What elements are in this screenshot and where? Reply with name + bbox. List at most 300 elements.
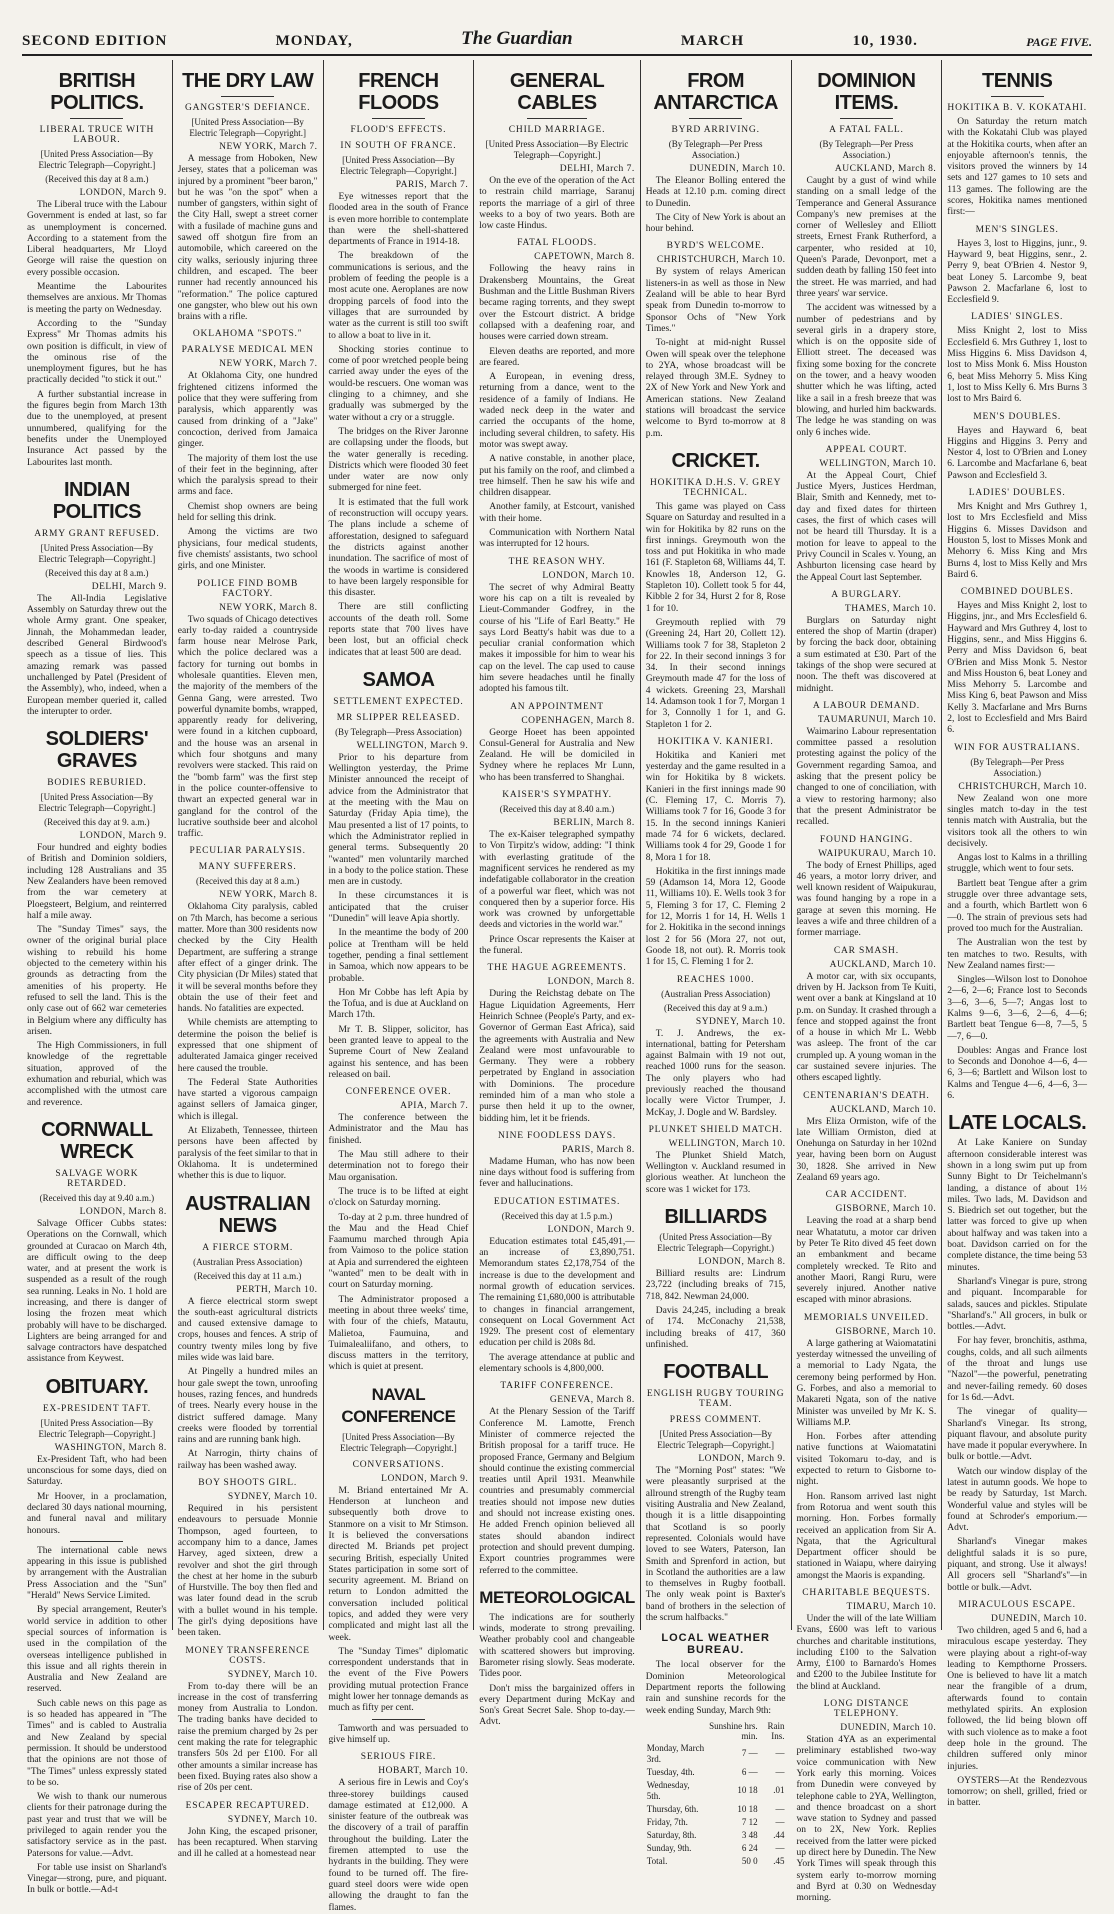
- paragraph: A European, in evening dress, returning from a dance, went to the residence of a family of Indians. He waded neck deep in the water and carried the occupants of the home, including several children, to safety. His motor was swept away.: [479, 372, 635, 450]
- dateline: TIMARU, March 10.: [846, 1601, 937, 1612]
- late-locals-heading: LATE LOCALS.: [948, 1112, 1087, 1135]
- paragraph: In these circumstances it is anticipated that the cruiser "Dunedin" will leave Apia shortly.: [328, 891, 469, 925]
- dateline: LONDON, March 8.: [79, 1206, 167, 1217]
- paragraph: The High Commissioners, in full knowledge of the regrettable situation, approved of the exhumation and reburial, which was accomplished with the utmost care and reverence.: [27, 1041, 167, 1108]
- cornwall-wreck-heading: CORNWALL WRECK: [41, 1118, 153, 1163]
- dateline: DUNEDIN, March 10.: [840, 1723, 937, 1734]
- article-subhead: SALVAGE WORK RETARDED.: [55, 1168, 139, 1189]
- football-heading: FOOTBALL: [663, 1361, 769, 1384]
- paragraph: T. J. Andrews, the ex-international, batting for Petersham against Balmain with 19 not out, reached 1000 runs for the season. The only players who had previously reached the thousand locally were Victor Trumper, J. McKay, J. Dogle and W. Bardsley.: [645, 1028, 786, 1118]
- article-subhead: WIN FOR AUSTRALIANS.: [954, 742, 1081, 753]
- article-subhead: CONVERSATIONS.: [352, 1459, 445, 1470]
- dateline: HOBART, March 10.: [378, 1766, 469, 1777]
- table-cell: 10 18: [737, 1785, 758, 1796]
- paragraph: Station 4YA as an experimental preliminary established two-way voice communication with New York early this morning. Voices from Dunedin were conveyed by telephone cable to 2YA, Wellington, and thence broadcast on a short wave station to Sydney and passed on to 2X, New York. Replies received from the latter were picked up direct here by Dunedin. The New York Times will speak through this system early to-morrow morning and Byrd at 0.30 on Wednesday morning.: [796, 1735, 937, 1904]
- paragraph: Billiard results are: Lindrum 23,722 (including breaks of 715, 718, 842. Newman 24,000.: [645, 1269, 786, 1302]
- dateline: GISBORNE, March 10.: [835, 1326, 937, 1337]
- paragraph: Education estimates total £45,491,—an increase of £3,890,751. Memorandum states £2,178,754 of the increase is due to the development and normal growth of education services. The remaining £1,680,000 is attributable to changes in financial arrangement, consequent on Local Government Act 1929. The present cost of elementary education per child is 208s 8d.: [479, 1236, 635, 1349]
- table-cell: 50 0: [741, 1855, 758, 1866]
- samoa-heading: SAMOA: [362, 668, 435, 691]
- credit-line: [United Press Association—By Electric Telegraph—Copyright.]: [38, 542, 156, 564]
- dateline: WELLINGTON, March 9.: [356, 740, 469, 751]
- article-subhead: MEMORIALS UNVEILED.: [803, 1312, 929, 1323]
- article-subhead: THE REASON WHY.: [508, 556, 606, 567]
- paragraph: This game was played on Cass Square on Saturday and resulted in a win for Hokitika by 82 runs on the first innings. Greymouth won the toss and put Hokitika in who made 161 (F. Stapleton 68, Williams 44, T. Knowles 18, Anderson 12, G. Stapleton 10). Collett took 5 for 44, Kibble 2 for 34, Hurst 2 for 8, Rose 1 for 10.: [645, 501, 786, 614]
- paragraph: There are still conflicting accounts of the death roll. Some reports state that 700 lives have been lost, but an official check indicates that at least 500 are dead.: [328, 602, 469, 658]
- indian-politics-heading: INDIAN POLITICS: [52, 478, 141, 523]
- paragraph: On the eve of the operation of the Act to restrain child marriage, Saranuj reports the marriage of a girl of three weeks to a boy of two years. Both are low caste Hindus.: [479, 176, 635, 232]
- paragraph: The "Sunday Times" says, the owner of the original burial place wishing to rebuild his home objected to the cemetery within his grounds as detracting from the amenities of his property. He refused to sell the land. This is the only case out of 662 war cemeteries in Belgium where any difficulty has arisen.: [27, 925, 167, 1037]
- paragraph: Shocking stories continue to come of poor wretched people being carried away under the eyes of the would-be rescuers. One woman was clinging to a chimney, and she gradually was submerged by the water without a cry or a struggle.: [328, 344, 469, 423]
- article-subhead: KAISER'S SYMPATHY.: [502, 790, 612, 801]
- credit-line: (United Press Association—By Electric Telegraph—Copyright.): [657, 1232, 774, 1254]
- paragraph: The Mau still adhere to their determination not to forego their Mau organisation.: [328, 1150, 469, 1183]
- column-4: [474, 60, 640, 1728]
- article-subhead: CONFERENCE OVER.: [345, 1087, 452, 1098]
- article-subhead: FATAL FLOODS.: [517, 238, 597, 249]
- dateline: SYDNEY, March 10.: [227, 1814, 318, 1825]
- article-subhead: CHILD MARRIAGE.: [508, 125, 606, 135]
- paragraph: Meantime the Labourites themselves are anxious. Mr Thomas is meeting the party on Wednesday.: [27, 282, 167, 315]
- dateline: PARIS, March 8.: [562, 1144, 635, 1155]
- credit-line: [United Press Association—By Electric Telegraph—Copyright.]: [657, 1429, 774, 1451]
- paragraph: The bridges on the River Jaronne are collapsing under the floods, but the water generally is receding. Districts which were flooded 30 feet under water are now only submerged for nine feet.: [328, 426, 469, 494]
- table-cell: .44: [773, 1829, 785, 1840]
- table-cell: Thursday, 6th.: [646, 1803, 699, 1814]
- paragraph: The All-India Legislative Assembly on Saturday threw out the whole Army grant. One speaker, Jinnah, the Mohammedan leader, described General Birdwood's speech as a tissue of lies. This amazing remark was passed unchallenged by Patel (President of the Assembly), who, indeed, when a European member queried it, called the interupter to order.: [27, 593, 167, 717]
- results-paragraph: Hayes and Hayward 6, beat Higgins and Higgins 3. Perry and Nestor 4, lost to O'Brien and Loney 6. Larcombe and Macfarlane 6, beat Pawson and Ecclesfield 3.: [947, 425, 1088, 481]
- article-subhead: ARMY GRANT REFUSED.: [34, 528, 160, 539]
- article-subhead: CHARITABLE BEQUESTS.: [802, 1587, 931, 1598]
- received-line: (Received this day at 11 a.m.): [193, 1270, 302, 1281]
- paragraph: To-night at mid-night Russel Owen will speak over the telephone to 2YA, whose broadcast will be relayed through 3M.E. Sydney to 2X of New York and New York and American stations. New Zealand stations will broadcast the service welcome to Byrd to-morrow at 8 p.m.: [645, 338, 786, 439]
- paragraph: The majority of them lost the use of their feet in the beginning, after which the paralysis spread to their arms and face.: [177, 453, 318, 498]
- newspaper-title: The Guardian: [461, 28, 573, 49]
- paragraph: A large gathering at Waiomatatini yesterday witnessed the unveiling of a memorial to Lady Ngata, the ceremony being performed by Hon. G. Forbes, and also a memorial to Makareti Ngata, son of the native Minister was unveiled by Mr K. S. Williams M.P.: [796, 1338, 937, 1428]
- paragraph: Two squads of Chicago detectives early to-day raided a countryside farm house near Melrose Park, which the police declared was a factory for turning out bombs in wholesale quantities. Eleven men, the majority of the members of the Genna Gang, were arrested. Two powerful dynamite bombs, wrapped, apparently ready for delivering, were found in a kitchen cupboard, and the house was an arsenal in which four shotguns and many revolvers were stacked. This raid on the "bomb farm" was the first step in the police counter-offensive to thwart an expected general war in gangland for the control of the lucrative southside beer and alcohol traffic.: [177, 614, 318, 840]
- article-subhead: EDUCATION ESTIMATES.: [493, 1196, 621, 1207]
- article-subhead: PARALYSE MEDICAL MEN: [181, 345, 314, 356]
- advertisement: The vinegar of quality—Sharland's Vinegar. Its strong, piquant flavour, and absolute purity have made it popular everywhere. In bulk or bottle.—Advt.: [947, 1407, 1088, 1463]
- local-weather-heading: LOCAL WEATHER BUREAU.: [661, 1632, 770, 1657]
- article-subhead: ESCAPER RECAPTURED.: [185, 1800, 310, 1811]
- cricket-heading: CRICKET.: [671, 449, 760, 472]
- table-cell: .01: [773, 1785, 785, 1796]
- table-cell: Tuesday, 4th.: [646, 1766, 695, 1777]
- table-cell: 7 —: [741, 1748, 758, 1759]
- received-line: (Received this day at 9. a.m.): [44, 817, 150, 828]
- paragraph: The secret of why Admiral Beatty wore his cap on a tilt is revealed by Lieut-Commander Godfrey, in the course of his "Life of Earl Beatty." He says Lord Beatty's habit was due to a peculiar cranial conformation which makes it impossible for him to wear his cap on the level. The cap used to cause him severe headaches until he finally adopted his famous tilt.: [479, 582, 635, 695]
- paragraph: At Pingelly a hundred miles an hour gale swept the town, unroofing houses, razing fences, and hundreds of trees. Nearly every house in the district suffered damage. Many creeks were flooded by torrential rains and are running bank high.: [177, 1367, 318, 1446]
- table-cell: Sunday, 9th.: [646, 1842, 692, 1853]
- paragraph: The local observer for the Dominion Meteorological Department reports the following rain and sunshine records for the week ending Sunday, March 9th:: [645, 1660, 786, 1716]
- article-subhead: FLOOD'S EFFECTS.: [350, 125, 447, 135]
- credit-line: [United Press Association—By Electric Telegraph—Copyright.]: [38, 792, 156, 814]
- received-line: (Received this day at 8 a.m.): [45, 567, 149, 578]
- paragraph: At the Plenary Session of the Tariff Conference M. Lamotte, French Minister of commerce rejected the British proposal for a tariff truce. He proposed France, Germany and Belgium should continue the existing commercial treaties until April 1931. Meanwhile countries and presumably commercial treaties should not impose new duties and should not increase existing ones. He added French opinion believed all states should abandon indirect protection and should prevent dumping. Export countries programmes were referred to the committee.: [479, 1407, 635, 1576]
- dateline: PARIS, March 7.: [395, 180, 469, 190]
- paragraph: The average attendance at public and elementary schools is 4,800,000.: [479, 1352, 635, 1375]
- paragraph: Angas lost to Kalms in a thrilling struggle, which went to four sets.: [947, 853, 1088, 875]
- table-cell: Saturday, 8th.: [646, 1829, 697, 1840]
- article-subhead: MANY SUFFERERS.: [198, 862, 297, 873]
- article-subhead: A LABOUR DEMAND.: [812, 700, 920, 711]
- credit-line: (Australian Press Association): [661, 988, 771, 999]
- article-subhead: BYRD ARRIVING.: [671, 125, 760, 135]
- dateline: NEW YORK, March 8.: [219, 602, 318, 613]
- received-line: (Received this day at 1.5 p.m.): [501, 1210, 613, 1221]
- antarctica-heading: FROM ANTARCTICA: [653, 70, 778, 114]
- dateline: CHRISTCHURCH, March 10.: [656, 255, 786, 266]
- dateline: AUCKLAND, March 8.: [834, 164, 937, 174]
- advertisement: We wish to thank our numerous clients for their patronage during the past year and trust that we will be privileged to again render you the satisfactory service as in the past. Patersons for value.—Advt.: [27, 1792, 167, 1859]
- article-subhead: GANGSTER'S DEFIANCE.: [184, 103, 311, 113]
- paragraph: Singles—Wilson lost to Donohoe 2—6, 2—6; France lost to Seconds 3—6, 3—6, 5—7; Angas lost to Kalms 9—6, 3—6, 2—6, 4—6; Bartlett beat Tengue 6—8, 7—5, 5—7, 6—0.: [947, 975, 1088, 1042]
- paragraph: Required in his persistent endeavours to persuade Monnie Thompson, aged fourteen, to accompany him to a dance, James Harvey, aged sixteen, drew a revolver and shot the girl through the chest at her home in the suburb of Hurstville. The boy then fled and was later found dead in the scrub with a bullet wound in his temple. The girl's dying depositions have been taken.: [177, 1504, 318, 1639]
- british-politics-heading: BRITISH POLITICS.: [50, 70, 144, 114]
- paragraph: Prince Oscar represents the Kaiser at the funeral.: [479, 934, 635, 957]
- paragraph: The Administrator proposed a meeting in about three weeks' time, with four of the chiefs, Matautu, Malietoa, Faumuina, and Tuimalealiifano, and others, to discuss matters in the territory, which is quiet at present.: [328, 1294, 469, 1373]
- article-subhead: BOY SHOOTS GIRL.: [198, 1478, 298, 1489]
- article-subhead: HOKITIKA V. KANIERI.: [657, 736, 774, 747]
- column-header: Rain Ins.: [767, 1720, 785, 1741]
- paragraph: At Narrogin, thirty chains of railway has been washed away.: [177, 1449, 318, 1471]
- dateline: BERLIN, March 8.: [553, 818, 635, 829]
- dateline: WAIPUKURAU, March 10.: [818, 848, 937, 859]
- credit-line: (By Telegraph—Per Press Association.): [970, 756, 1064, 778]
- notice-paragraph: By special arrangement, Reuter's world service in addition to other special sources of information is used in the compilation of the overseas intelligence published in this issue and all rights therein in Australia and New Zealand are reserved.: [27, 1605, 167, 1695]
- paragraph: Communication with Northern Natal was interrupted for 12 hours.: [479, 528, 635, 550]
- results-section-heading: LADIES' DOUBLES.: [968, 488, 1066, 499]
- dateline: AUCKLAND, March 10.: [829, 959, 937, 970]
- article-subhead: BODIES REBURIED.: [47, 778, 147, 789]
- paragraph: The conference between the Administrator and the Mau has finished.: [328, 1113, 469, 1146]
- dateline: CAPETOWN, March 8.: [534, 252, 635, 263]
- dateline: WASHINGTON, March 8.: [54, 1442, 167, 1453]
- paragraph: At the Appeal Court, Chief Justice Myers, Justices Herdman, Blair, Smith and Kennedy, met to-day and fixed dates for thirteen cases, the first of which cases will not be heard till Thursday. It is a motion for leave to appeal to the Privy Council in Scales v. Young, an Ashburton licensing case heard by the Appeal Court last September.: [796, 470, 937, 583]
- credit-line: (By Telegraph—Per Press Association.): [819, 139, 914, 160]
- paragraph: A fierce electrical storm swept the south-east agricultural districts and caused extensive damage to crops, houses and fences. A strip of country twenty miles long by five miles wide was laid bare.: [177, 1296, 318, 1364]
- meteorological-heading: METEOROLOGICAL: [479, 1587, 635, 1607]
- advertisement: Sharland's Vinegar makes delightful salads it is so pure, piquant, and strong. Use it always! All grocers sell "Sharland's"—in bottle or bulk.—Advt.: [947, 1537, 1088, 1593]
- table-cell: 6 24: [741, 1842, 758, 1853]
- paragraph: A message from Hoboken, New Jersey, states that a policeman was injured by a prominent "beer baron," but he was "on the spot" when a number of gangsters, within sight of the City Hall, swept a street corner with a fusilade of machine guns and sawed off shotgun fire from an automobile, which careered on the city walks, seriously injuring three children, and escaped. The beer runner had recently announced his "reformation." The police captured one gangster, who blew out his own brains with a rifle.: [177, 154, 318, 323]
- paragraph: The "Sunday Times" diplomatic correspondent understands that in the event of the Five Powers providing mutual protection France might lower her tonnage demands as much as fifty per cent.: [328, 1646, 469, 1714]
- month-label: MARCH: [680, 33, 745, 49]
- paragraph: The breakdown of the communications is serious, and the problem of feeding the people is a most acute one. Aeroplanes are now dropping parcels of food into the villages that are surrounded by water as the current is still too swift to allow a boat to live in it.: [328, 251, 469, 341]
- paragraph: Prior to his departure from Wellington yesterday, the Prime Minister announced the receipt of advice from the Administrator that at the meeting with the Mau on Saturday (Friday Apia time), the Mau presented a list of 17 points, to which the Administrator replied in general terms. Subsequently 20 "wanted" men voluntarily marched in a body to the police station. These men are in custody.: [328, 752, 469, 888]
- results-paragraph: Hayes 3, lost to Higgins, junr., 9. Hayward 9, beat Higgins, senr., 2. Perry 9, beat O'Brien 4. Nestor 9, beat Loney 5. Larcombe 9, beat Pawson 2. Macfarlane 6, lost to Ecclesfield 9.: [947, 238, 1088, 306]
- dateline: THAMES, March 10.: [844, 603, 937, 614]
- credit-line: [United Press Association—By Electric Telegraph—Copyright.]: [340, 1431, 457, 1453]
- article-subhead: OKLAHOMA "SPOTS.": [192, 329, 303, 340]
- masthead: [22, 18, 1092, 56]
- paragraph: The ex-Kaiser telegraphed sympathy to Von Tirpitz's widow, adding: "I think with everlasting gratitude of the magnificent services he rendered as my indefatigable collaborator in the creation of a powerful war fleet, which was not conquered then by a superior force. His work was crowned by unforgettable deeds and victories in the world war.": [479, 830, 635, 931]
- column-header: [646, 1720, 707, 1742]
- article-subhead: FOUND HANGING.: [819, 834, 913, 845]
- table-row: [646, 1779, 786, 1803]
- paragraph: The accident was witnessed by a number of pedestrians and by several girls in a drapery store, which is on the opposite side of Elliott street. The deceased was fixing some boxing for the concrete on the tower, and a heavy wooden shutter which he was lifting, acted like a sail in a fresh breeze that was blowing, and hurled him backwards. The ledge he was standing on was only 6 inches wide.: [796, 303, 937, 438]
- table-cell: Wednesday, 5th.: [646, 1779, 690, 1801]
- notice-paragraph: Such cable news on this page as is so headed has appeared in "The Times" and is cabled to Australia and New Zealand by special permission. It should be understood that the opinions are not those of "The Times" unless expressly stated to be so.: [27, 1698, 167, 1788]
- paragraph: Hon. Forbes after attending native functions at Waiomatatini visited Tokomaru to-day, and is expected to return to Gisborne to-night.: [796, 1432, 937, 1488]
- article-subhead: HOKITIKA D.H.S. V. GREY TECHNICAL.: [650, 477, 782, 498]
- paragraph: On Saturday the return match with the Kokatahi Club was played at the Hokitika courts, when after an enjoyable afternoon's tennis, the visitors proved the winners by 14 sets and 127 games to 10 sets and 113 games. The following are the scores, Hokitika names mentioned first:—: [947, 117, 1088, 218]
- dateline: LONDON, March 8.: [698, 1257, 786, 1268]
- dry-law-heading: THE DRY LAW: [182, 70, 314, 92]
- paragraph: Caught by a gust of wind while standing on a small ledge of the Temperance and General Assurance Company's new premises at the corner of Wellesley and Elliott streets, Ernest Frank Rutherford, a carpenter, who resided at 10, Queen's Parade, Devonport, met a sudden death by falling 150 feet into the street. He was married, and had three years' war service.: [796, 176, 937, 299]
- article-subhead: CAR SMASH.: [833, 945, 899, 956]
- article-subhead: BYRD'S WELCOME.: [666, 241, 765, 252]
- dateline: LONDON, March 9.: [698, 1454, 786, 1465]
- article-subhead: POLICE FIND BOMB FACTORY.: [197, 578, 299, 599]
- table-cell: —: [775, 1816, 785, 1827]
- paragraph: A serious fire in Lewis and Coy's three-storey buildings caused damage estimated at £12,000. A sinister feature of the outbreak was the discovery of a trail of paraffin throughout the building. Later the firemen attempted to use the hydrants in the building. They were found to be turned off. The fire-guard steel doors were wide open allowing the draught to fan the flames.: [328, 1778, 469, 1913]
- dateline: LONDON, March 9.: [79, 188, 167, 198]
- table-cell: —: [775, 1842, 785, 1853]
- credit-line: [United Press Association—By Electric Telegraph—Copyright.]: [38, 1417, 156, 1439]
- dateline: DUNEDIN, March 10.: [689, 164, 786, 174]
- dateline: SYDNEY, March 10.: [227, 1669, 318, 1680]
- table-cell: Friday, 7th.: [646, 1816, 688, 1827]
- column-header: Sunshine hrs. min.: [709, 1720, 758, 1741]
- paragraph: Following the heavy rains in Drakensberg Mountains, the Great Bushman and the Little Bushman Rivers became raging torrents, and they swept over the Estcourt district. A bridge collapsed with a deafening roar, and houses were carried down stream.: [479, 264, 635, 343]
- column-7: [942, 60, 1092, 1809]
- general-cables-heading: GENERAL CABLES: [509, 70, 605, 114]
- paragraph: Madame Human, who has now been nine days without food is suffering from fever and hallucinations.: [479, 1156, 635, 1190]
- table-row: [646, 1842, 786, 1855]
- paragraph: Hokitika and Kanieri met yesterday and the game resulted in a win for Hokitika by 8 wickets. Kanieri in the first innings made 90 (C. Fleming 17, C. Morris 7). Williams took 7 for 16, Goode 3 for 15. In the second innings Kanieri made 74 for 6 wickets, declared. Williams took 4 for 29, Goode 1 for 8, Mora 1 for 18.: [645, 750, 786, 863]
- column-6: [792, 60, 943, 1904]
- paragraph: A native constable, in another place, put his family on the roof, and climbed a tree himself. Then he saw his wife and children disappear.: [479, 454, 635, 499]
- paragraph: Davis 24,245, including a break of 174. McConachy 21,538, including breaks of 417, 360 unfinished.: [645, 1305, 786, 1350]
- article-subhead: THE HAGUE AGREEMENTS.: [487, 963, 627, 974]
- results-section-heading: COMBINED DOUBLES.: [960, 587, 1074, 598]
- advertisement: Watch our window display of the latest in autumn goods. We hope to be ready by Saturday, 1st March. Wonderful value and styles will be found at Schroder's emporium.—Advt.: [947, 1466, 1088, 1534]
- received-line: (Received this day at 9.40 a.m.): [39, 1192, 155, 1203]
- paragraph: The Federal State Authorities have started a vigorous campaign against sellers of Jamaica ginger, which is illegal.: [177, 1077, 318, 1122]
- table-cell: 6 —: [741, 1766, 758, 1777]
- paragraph: At Lake Kaniere on Sunday afternoon considerable interest was shown in a long swim put up from Sunny Bight to Dr Teichelmann's landing, a distance of about 1½ miles. Two lads, M. Davidson and S. Biedrich set out together, but the latter was forced to give up when about halfway and was taken into a boat. Davidson carried on for the complete distance, the time being 53 minutes.: [947, 1138, 1088, 1273]
- article-subhead: IN SOUTH OF FRANCE.: [340, 141, 457, 151]
- dateline: APIA, March 7.: [400, 1101, 469, 1112]
- paragraph: Mrs Eliza Ormiston, wife of the late William Ormiston, died at Onehunga on Saturday in her 102nd year, having been born on August 30, 1828. She arrived in New Zealand 69 years ago.: [796, 1116, 937, 1184]
- paragraph: The indications are for southerly winds, moderate to strong prevailing. Weather probably cool and changeable with scattered showers but improving. Barometer rising slowly. Seas moderate. Tides poor.: [479, 1612, 635, 1680]
- notice-paragraph: The international cable news appearing in this issue is published by arrangement with the Australian Press Association and the "Sun" "Herald" News Service Limited.: [27, 1545, 167, 1602]
- credit-line: (By Telegraph—Press Association): [335, 726, 462, 737]
- paragraph: Hokitika in the first innings made 59 (Adamson 14, Mora 12, Goode 11, Williams 10). E. Wells took 3 for 5, Fleming 3 for 17, C. Fleming 2 for 12, Morris 1 for 14, H. Wells 1 for 2. Hokitika in the second innings lost 2 for 56 (Mora 27, not out, Goode 18, not out). R. Morris took 1 for 15, C. Fleming 1 for 2.: [645, 866, 786, 968]
- advertisement: OYSTERS—At the Rendezvous tomorrow; on shell, grilled, fried or in batter.: [947, 1775, 1088, 1809]
- table-row: [646, 1742, 786, 1766]
- dateline: COPENHAGEN, March 8.: [521, 715, 635, 726]
- received-line: (Received this day at 8 a.m.): [45, 174, 149, 184]
- article-subhead: EX-PRESIDENT TAFT.: [42, 1403, 151, 1414]
- dateline: SYDNEY, March 10.: [227, 1492, 318, 1503]
- paragraph: Among the victims are two physicians, four medical students, five chemists' assistants, two school girls, and one Minister.: [177, 527, 318, 572]
- paragraph: Hon. Ransom arrived last night from Rotorua and went south this morning. Hon. Forbes formally received an application from Sir A. Ngata, that the Agricultural Department officer should be stationed in Waiapu, where dairying amongst the Maoris is expanding.: [796, 1491, 937, 1581]
- results-paragraph: Hayes and Miss Knight 2, lost to Higgins, jnr., and Mrs Ecclesfield 6. Hayward and Mrs Guthrey 4, lost to Higgins, senr., and Miss Higgins 6. Perry and Miss Davidson 6, beat O'Brien and Miss Monk 5. Nestor and Miss Houston 6, beat Loney and Miss Mehorry 5. Larcombe and Miss King 6, beat Pawson and Miss Kelly 3. Macfarlane and Mrs Burns 2, lost to Ecclesfield and Mrs Baird 6.: [947, 601, 1088, 736]
- paragraph: While chemists are attempting to determine the poison the belief is expressed that one shipment of adulterated Jamaica ginger received here caused the trouble.: [177, 1018, 318, 1074]
- paragraph: Greymouth replied with 79 (Greening 24, Hart 20, Collett 12). Williams took 7 for 38, Stapleton 2 for 22. In their second innings 3 for 34. In their second innings Greymouth made 47 for the loss of 4 wickets. Greening 23, Marshall 14. Adamson took 1 for 7, Morgan 1 for 3, Connolly 1 for 1, and G. Stapleton 1 for 2.: [645, 617, 786, 730]
- article-subhead: HOKITIKA B. V. KOKATAHI.: [947, 103, 1087, 113]
- table-cell: 3 48: [741, 1829, 758, 1840]
- article-subhead: MIRACULOUS ESCAPE.: [958, 1599, 1076, 1610]
- paragraph: Waimarino Labour representation committee passed a resolution protesting against the policy of the Government regarding Samoa, and asking that the present policy be changed to one of conciliation, with a view to restoring harmony; also that the present Administrator be recalled.: [796, 726, 937, 828]
- paragraph: The Australian won the test by ten matches to two. Results, with New Zealand names first:—: [947, 938, 1088, 971]
- paragraph: Chemist shop owners are being held for selling this drink.: [177, 501, 318, 524]
- day-label: MONDAY,: [275, 33, 353, 49]
- paragraph: A motor car, with six occupants, driven by H. Jackson from Te Kuiti, went over a bank at Kingsland at 10 p.m. on Sunday. It crashed through a fence and stopped against the front of a house in which Mr L. Webb was asleep. The front of the car crumpled up. A young woman in the car sustained severe injuries. The others escaped lightly.: [796, 971, 937, 1084]
- results-section-heading: MEN'S SINGLES.: [975, 224, 1059, 235]
- advertisement: For hay fever, bronchitis, asthma, coughs, colds, and all such ailments of the throat and lungs use "Nazol"—the powerful, penetrating and never-failing remedy. 60 doses for 1s 6d.—Advt.: [947, 1336, 1088, 1403]
- dateline: WELLINGTON, March 10.: [819, 458, 937, 469]
- column-5: [641, 60, 792, 1866]
- dateline: DELHI, March 9.: [91, 581, 167, 592]
- paragraph: Four hundred and eighty bodies of British and Dominion soldiers, including 128 Australians and 35 New Zealanders have been removed from the war cemetery at Ploegsteert, Belgium, and reinterred half a mile away.: [27, 843, 167, 921]
- dateline: AUCKLAND, March 10.: [829, 1104, 937, 1115]
- soldiers-graves-heading: SOLDIERS' GRAVES: [45, 728, 149, 773]
- table-row: [646, 1766, 786, 1779]
- article-subhead: MONEY TRANSFERENCE COSTS.: [185, 1645, 310, 1666]
- dateline: NEW YORK, March 7.: [219, 142, 318, 152]
- paragraph: Mr Hoover, in a proclamation, declared 30 days national mourning, and funeral naval and military honours.: [27, 1491, 167, 1536]
- paragraph: Two children, aged 5 and 6, had a miraculous escape yesterday. They were playing about a right-of-way leading to Kempthorne Prossers. One is believed to have lit a match near the frangible of a drum, afterwards found to contain methylated spirits. An explosion followed, the lid being blown off with such violence as to make a foot deep hole in the ground. The children suffered only minor injuries.: [947, 1625, 1088, 1772]
- paragraph: Doubles: Angas and France lost to Seconds and Donohoe 4—6, 4—6, 3—6; Bartlett and Wilson lost to Kalms and Tengue 4—6, 4—6, 3—6.: [947, 1045, 1088, 1102]
- paragraph: To-day at 2 p.m. three hundred of the Mau and the Head Chief Faamumu marched through Apia from Vaimoso to the police station at Apia and surrendered the eighteen "wanted" men to be dealt with in court on Saturday morning.: [328, 1212, 469, 1291]
- dateline: LONDON, March 8.: [547, 977, 635, 988]
- dateline: LONDON, March 10.: [542, 570, 635, 581]
- paragraph: John King, the escaped prisoner, has been recaptured. When starving and ill he called at a homestead near: [177, 1826, 318, 1860]
- paragraph: Mr T. B. Slipper, solicitor, has been granted leave to appeal to the Supreme Court of New Zealand against his sentence, and has been released on bail.: [328, 1024, 469, 1080]
- paragraph: During the Reichstag debate on The Hague Liquidation Agreements, Herr Heinrich Schnee (People's Party, and ex-Governor of German East Africa), said the agreements with Australia and New Zealand were most unfavourable to Germany. They were a robbery perpetrated by England in association with Dominions. The procedure reminded him of a man who stole a purse then held it up to the owner, bidding him, let it be friends.: [479, 989, 635, 1124]
- results-paragraph: Miss Knight 2, lost to Miss Ecclesfield 6. Mrs Guthrey 1, lost to Miss Higgins 6. Miss Davidson 4, lost to Miss Monk 6. Miss Houston 6, beat Miss Mehorry 5. Miss King 1, lost to Miss Kelly 6. Mrs Burns 3 lost to Mrs Baird 6.: [947, 326, 1088, 405]
- paragraph: From to-day there will be an increase in the cost of transferring money from Australia to London. The trading banks have decided to raise the premium charged by 2s per cent making the rate for telegraphic transfers 50s 2d per £100. For all other amounts a similar increase has been fixed. Buying rates also show a rise of 20s per cent.: [177, 1681, 318, 1794]
- results-paragraph: Mrs Knight and Mrs Guthrey 1, lost to Mrs Ecclesfield and Miss Higgins 6. Misses Davidson and Houston 5, lost to Misses Monk and Mehorry 6. Miss King and Mrs Burns 4, lost to Miss Kelly and Mrs Baird 6.: [947, 502, 1088, 580]
- paragraph: Leaving the road at a sharp bend near Whatatutu, a motor car driven by Peter Te Rito dived 45 feet down an embankment and became completely wrecked. Te Rito and another Maori, Rangi Ruru, were severely injured. Another native escaped with minor abrasions.: [796, 1216, 937, 1306]
- dateline: TAUMARUNUI, March 10.: [817, 714, 937, 725]
- credit-line: [United Press Association—By Electric Telegraph—Copyright.]: [38, 149, 156, 170]
- table-cell: —: [775, 1748, 785, 1759]
- edition-label: SECOND EDITION: [22, 33, 168, 49]
- paragraph: Salvage Officer Cubbs states: Operations on the Cornwall, which grounded at Curacao on March 4th, are difficult owing to the deep water, and at present the work is suspended as a result of the rough sea running. Leaks in No. 1 hold are increasing, and there is danger of losing the frozen meat which probably will have to be discharged. Lighters are being arranged for and salvage contractors have despatched assistance from Keywest.: [27, 1218, 167, 1365]
- credit-line: [United Press Association—By Electric Telegraph—Copyright.]: [340, 155, 457, 176]
- paragraph: A further substantial increase in the figures begin from March 13th due to the unemployed, at present unnumbered, qualifying for the benefits under the Unemployed Insurance Act passed by the Labourites last month.: [27, 389, 167, 468]
- dominion-items-heading: DOMINION ITEMS.: [817, 70, 916, 114]
- article-subhead: CENTENARIAN'S DEATH.: [803, 1090, 930, 1101]
- paragraph: Oklahoma City paralysis, cabled on 7th March, has become a serious matter. More than 300 residents now checked by the City Health Department, are suffering a strange after effect of a ginger drink. The City physician (Dr Miles) stated that it will be several months before they obtain the use of their feet and hands. No fatalities are expected.: [177, 902, 318, 1015]
- table-cell: 7 12: [741, 1816, 758, 1827]
- page-number: PAGE FIVE.: [1026, 35, 1092, 49]
- table-cell: —: [775, 1803, 785, 1814]
- table-cell: .45: [773, 1855, 785, 1866]
- paragraph: According to the "Sunday Express" Mr Thomas admits his own position is difficult, in view of the ominous rise of the unemployment figures, but he has practically decided "to stick it out.": [27, 318, 167, 386]
- column-3: [324, 60, 475, 1913]
- dateline: SYDNEY, March 10.: [695, 1016, 786, 1027]
- paragraph: Eye witnesses report that the flooded area in the south of France is even more horrible to contemplate than were the shell-shattered departments of France in 1914-18.: [328, 192, 469, 248]
- dateline: GENEVA, March 8.: [549, 1395, 635, 1406]
- table-cell: Total.: [646, 1855, 668, 1866]
- paragraph: The Eleanor Bolling entered the Heads at 12.10 p.m. coming direct to Dunedin.: [645, 176, 786, 209]
- article-subhead: PRESS COMMENT.: [669, 1415, 762, 1426]
- table-row: [646, 1829, 786, 1842]
- article-subhead: MR SLIPPER RELEASED.: [336, 712, 461, 723]
- credit-line: [United Press Association—By Electric Telegraph—Copyright.]: [485, 139, 629, 160]
- table-row: [646, 1816, 786, 1829]
- paragraph: Under the will of the late William Evans, £600 was left to various churches and charitable institutions, including £100 to the Salvation Army, £100 to Barnardo's Homes and £200 to the Jubilee Institute for the blind at Auckland.: [796, 1613, 937, 1692]
- article-subhead: REACHES 1000.: [676, 974, 755, 985]
- article-subhead: LIBERAL TRUCE WITH LABOUR.: [39, 125, 155, 145]
- french-floods-heading: FRENCH FLOODS: [358, 70, 439, 114]
- table-cell: —: [775, 1766, 785, 1777]
- article-subhead: SETTLEMENT EXPECTED.: [333, 696, 464, 707]
- article-subhead: ENGLISH RUGBY TOURING TEAM.: [646, 1389, 785, 1410]
- advertisement: Sharland's Vinegar is pure, strong and piquant. Incomparable for salads, sauces and pickles. Stipulate "Sharland's." All grocers, in bulk or bottles.—Advt.: [947, 1276, 1088, 1333]
- article-subhead: PECULIAR PARALYSIS.: [189, 846, 306, 857]
- paragraph: Another family, at Estcourt, vanished with their home.: [479, 502, 635, 524]
- paragraph: Bartlett beat Tengue after a grim struggle over three advantage sets, and a fourth, which Bartlett won 6—0. The strain of previous sets had proved too much for the Australian.: [947, 878, 1088, 934]
- dateline: CHRISTCHURCH, March 10.: [958, 781, 1088, 792]
- naval-conference-heading: NAVAL CONFERENCE: [341, 1384, 456, 1426]
- paragraph: The City of New York is about an hour behind.: [645, 212, 786, 235]
- article-subhead: A FATAL FALL.: [829, 125, 904, 135]
- paragraph: It is estimated that the full work of reconstruction will occupy years. The plans include a scheme of afforestation, designed to safeguard the districts against another inundation. The sacrifice of most of the woods in wartime is considered to have been largely responsible for this disaster.: [328, 497, 469, 599]
- australian-news-heading: AUSTRALIAN NEWS: [185, 1192, 311, 1237]
- tennis-heading: TENNIS: [981, 70, 1053, 92]
- paragraph: New Zealand won one more singles match to-day in the test tennis match with Australia, but the visitors took all the others to win decisively.: [947, 793, 1088, 849]
- dateline: LONDON, March 9.: [547, 1224, 635, 1235]
- article-subhead: LONG DISTANCE TELEPHONY.: [823, 1699, 910, 1720]
- paragraph: By system of relays American listeners-in as well as those in New Zealand will be able to hear Byrd speak from Dunedin to-morrow to Sponsor Ochs of "New York Times.": [645, 267, 786, 334]
- received-line: (Received this day at 8.40 a.m.): [499, 804, 615, 815]
- paragraph: Hon Mr Cobbe has left Apia by the Tofua, and is due at Auckland on March 17th.: [328, 987, 469, 1021]
- credit-line: (By Telegraph—Per Press Association.): [668, 139, 763, 160]
- credit-line: (Australian Press Association): [193, 1256, 303, 1267]
- paragraph: In the meantime the body of 200 police at Trentham will be held together, pending a final settlement in Samoa, which now appears to be probable.: [328, 928, 469, 984]
- table-row: [646, 1803, 786, 1816]
- paragraph: M. Briand entertained Mr A. Henderson at luncheon and subsequently both drove to Stanmore on a visit to Mr Stimson. It is believed the conversations directed M. Briands pet project securing British, especially United States participation in some sort of security agreement. M. Briand on return to London admitted the conversation included political topics, and added they were very complicated and might last all the week.: [328, 1485, 469, 1643]
- dateline: NEW YORK, March 7.: [219, 359, 318, 370]
- dateline: LONDON, March 9.: [79, 831, 167, 842]
- paragraph: George Hoeet has been appointed Consul-General for Australia and New Zealand. He will be domiciled in Sydney where he replaces Mr Lunn, who has been transferred to Shanghai.: [479, 727, 635, 783]
- dateline: NEW YORK, March 8.: [219, 890, 318, 901]
- obituary-heading: OBITUARY.: [45, 1375, 149, 1398]
- column-1: [22, 60, 173, 1896]
- paragraph: At Elizabeth, Tennessee, thirteen persons have been affected by paralysis of the feet similar to that in Oklahoma. It is undetermined whether this is due to liquor.: [177, 1126, 318, 1182]
- paragraph: Eleven deaths are reported, and more are feared.: [479, 346, 635, 368]
- paragraph: The truce is to be lifted at eight o'clock on Saturday morning.: [328, 1186, 469, 1209]
- results-section-heading: MEN'S DOUBLES.: [973, 411, 1062, 422]
- table-cell: 10 18: [737, 1803, 758, 1814]
- article-subhead: SERIOUS FIRE.: [360, 1752, 437, 1763]
- dateline: GISBORNE, March 10.: [835, 1204, 937, 1215]
- paragraph: The Plunket Shield Match, Wellington v. Auckland resumed in glorious weather. At luncheon the score was 1 wicket for 173.: [645, 1150, 786, 1195]
- credit-line: [United Press Association—By Electric Telegraph—Copyright.]: [189, 117, 306, 138]
- article-subhead: AN APPOINTMENT: [510, 701, 604, 712]
- received-line: (Received this day at 8 a.m.): [196, 876, 300, 887]
- table-header-row: [646, 1720, 786, 1742]
- article-subhead: A BURGLARY.: [831, 589, 902, 600]
- paragraph: At Oklahoma City, one hundred frightened citizens informed the police that they were suffering from paralysis, which apparently was caused from drinking of a "Jake" concoction, derived from Jamaica ginger.: [177, 371, 318, 450]
- advertisement: For table use insist on Sharland's Vinegar—strong, pure, and piquant. In bulk or bottle.—Ad-t: [27, 1862, 167, 1896]
- results-section-heading: LADIES' SINGLES.: [971, 312, 1064, 323]
- article-subhead: PLUNKET SHIELD MATCH.: [648, 1124, 783, 1135]
- received-line: (Received this day at 9 a.m.): [664, 1002, 768, 1013]
- table-cell: Monday, March 3rd.: [646, 1742, 705, 1764]
- paragraph: The "Morning Post" states: "We were pleasantly surprised at the allround strength of the Rugby team visiting Australia and New Zealand, though it is a little disappointing that Scotland is so poorly represented. Colonials would have loved to see Waters, Paterson, Ian Smith and Sprenford in action, but in Scotland the authorities are a law to themselves in Rugby football. The only weak point is Baxter's band of brothers in the selection of the scrum halfbacks.": [645, 1466, 786, 1624]
- article-subhead: CAR ACCIDENT.: [825, 1190, 908, 1201]
- paragraph: Burglars on Saturday night entered the shop of Martin (draper) by forcing the back door, obtaining a sum estimated at £30. Part of the takings of the shop were secured at noon. The theft was discovered at midnight.: [796, 615, 937, 694]
- advertisement: Don't miss the bargainized offers in every Department during McKay and Son's Great Secret Sale. Shop to-day.—Advt.: [479, 1683, 635, 1728]
